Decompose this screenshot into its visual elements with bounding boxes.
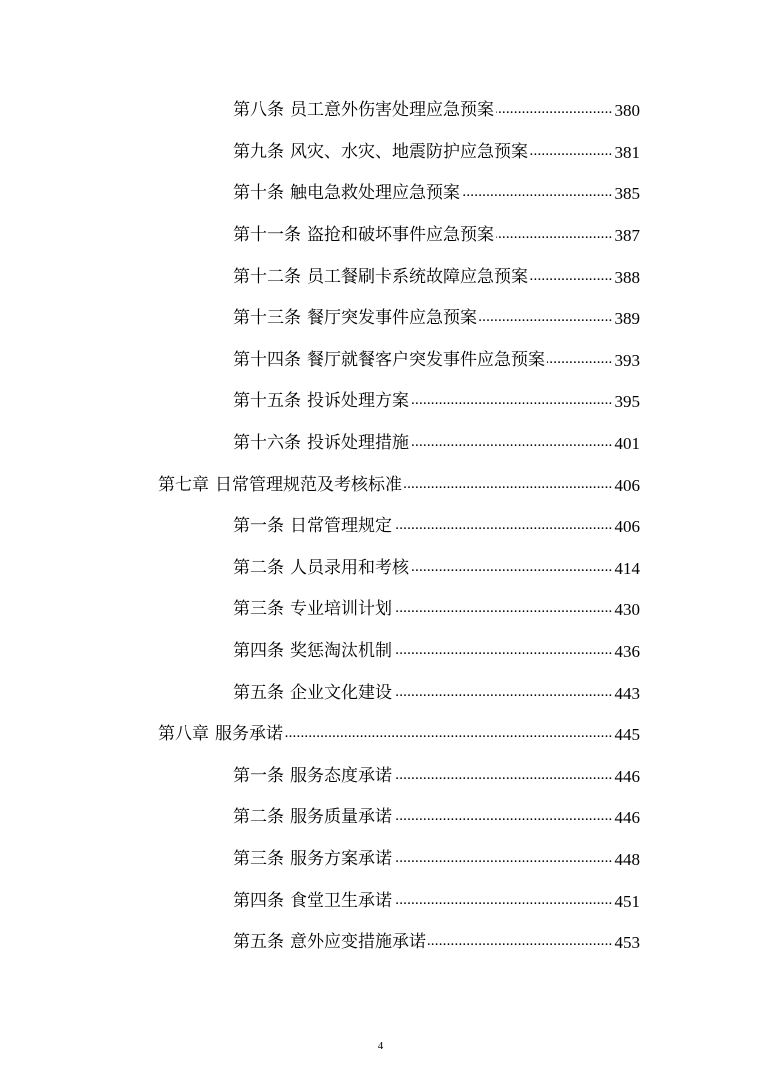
toc-entry-page: 445 xyxy=(614,725,640,745)
toc-entry-title: 餐厅突发事件应急预案 xyxy=(307,308,477,329)
toc-entry-page: 448 xyxy=(614,849,640,869)
toc-entry-title: 餐厅就餐客户突发事件应急预案 xyxy=(307,349,545,370)
toc-entry-number: 第五条 xyxy=(233,932,284,953)
toc-dot-leader xyxy=(394,685,613,702)
toc-dot-leader xyxy=(394,518,613,535)
toc-entry-title: 食堂卫生承诺 xyxy=(290,890,392,911)
toc-dot-leader xyxy=(530,269,613,286)
toc-entry-page: 436 xyxy=(614,642,640,662)
toc-entry-title: 奖惩淘汰机制 xyxy=(290,641,392,662)
toc-dot-leader xyxy=(428,934,613,951)
toc-chapter-entry[interactable] xyxy=(0,464,640,506)
toc-entry-page: 446 xyxy=(614,808,640,828)
toc-entry-number: 第十三条 xyxy=(233,308,301,329)
toc-dot-leader xyxy=(394,851,613,868)
toc-entry[interactable] xyxy=(0,340,640,382)
toc-entry-title: 投诉处理措施 xyxy=(307,433,409,454)
toc-chapter-entry[interactable] xyxy=(0,714,640,756)
toc-entry-number: 第十一条 xyxy=(233,225,301,246)
toc-entry-title: 服务方案承诺 xyxy=(290,848,392,869)
toc-dot-leader xyxy=(479,310,613,327)
toc-entry[interactable] xyxy=(0,298,640,340)
toc-entry-page: 443 xyxy=(614,683,640,703)
toc-dot-leader xyxy=(530,144,613,161)
toc-entry-number: 第二条 xyxy=(233,807,284,828)
toc-dot-leader xyxy=(411,435,613,452)
toc-entry[interactable] xyxy=(0,589,640,631)
toc-entry-title: 意外应变措施承诺 xyxy=(290,932,426,953)
toc-entry-page: 446 xyxy=(614,766,640,786)
toc-dot-leader xyxy=(394,809,613,826)
toc-entry[interactable] xyxy=(0,256,640,298)
toc-entry-page: 430 xyxy=(614,600,640,620)
toc-entry-page: 380 xyxy=(614,101,640,121)
toc-entry-page: 388 xyxy=(614,267,640,287)
toc-entry-page: 453 xyxy=(614,933,640,953)
toc-entry-page: 451 xyxy=(614,891,640,911)
toc-entry-page: 387 xyxy=(614,226,640,246)
toc-entry-number: 第五条 xyxy=(233,682,284,703)
toc-chapter-title: 服务承诺 xyxy=(215,724,283,745)
toc-dot-leader xyxy=(411,560,613,577)
toc-dot-leader xyxy=(547,352,613,369)
page-number: 4 xyxy=(377,1040,384,1052)
toc-entry[interactable] xyxy=(0,381,640,423)
toc-entry-title: 员工餐刷卡系统故障应急预案 xyxy=(307,266,528,287)
toc-dot-leader xyxy=(394,893,613,910)
toc-entry[interactable] xyxy=(0,548,640,590)
toc-entry[interactable] xyxy=(0,797,640,839)
toc-entry-page: 414 xyxy=(614,558,640,578)
toc-entry-title: 专业培训计划 xyxy=(290,599,392,620)
toc-dot-leader xyxy=(394,768,613,785)
toc-entry-number: 第四条 xyxy=(233,890,284,911)
toc-entry-number: 第一条 xyxy=(233,765,284,786)
toc-dot-leader xyxy=(411,393,613,410)
toc-entry-number: 第四条 xyxy=(233,641,284,662)
toc-entry[interactable] xyxy=(0,90,640,132)
toc-entry-title: 服务态度承诺 xyxy=(290,765,392,786)
toc-chapter-title: 日常管理规范及考核标准 xyxy=(215,474,402,495)
toc-entry-title: 日常管理规定 xyxy=(290,516,392,537)
toc-entry-page: 385 xyxy=(614,184,640,204)
toc-entry[interactable] xyxy=(0,506,640,548)
toc-entry-number: 第十四条 xyxy=(233,349,301,370)
toc-entry-title: 员工意外伤害处理应急预案 xyxy=(290,100,494,121)
toc-entry-number: 第九条 xyxy=(233,141,284,162)
toc-entry-number: 第三条 xyxy=(233,599,284,620)
toc-entry-number: 第八条 xyxy=(233,100,284,121)
toc-entry-title: 风灾、水灾、地震防护应急预案 xyxy=(290,141,528,162)
toc-entry-page: 389 xyxy=(614,309,640,329)
toc-entry[interactable] xyxy=(0,132,640,174)
toc-entry-page: 393 xyxy=(614,350,640,370)
toc-entry-title: 服务质量承诺 xyxy=(290,807,392,828)
toc-entry-number: 第一条 xyxy=(233,516,284,537)
toc-entry-page: 401 xyxy=(614,434,640,454)
toc-dot-leader xyxy=(462,185,613,202)
toc-entry-number: 第十条 xyxy=(233,183,284,204)
toc-entry[interactable] xyxy=(0,672,640,714)
toc-entry-title: 盗抢和破坏事件应急预案 xyxy=(307,225,494,246)
toc-dot-leader xyxy=(394,643,613,660)
toc-chapter-number: 第七章 xyxy=(158,474,209,495)
toc-entry[interactable] xyxy=(0,756,640,798)
table-of-contents xyxy=(0,90,761,963)
toc-entry[interactable] xyxy=(0,922,640,964)
toc-chapter-number: 第八章 xyxy=(158,724,209,745)
toc-entry-page: 381 xyxy=(614,142,640,162)
toc-entry-title: 人员录用和考核 xyxy=(290,557,409,578)
toc-entry-number: 第三条 xyxy=(233,848,284,869)
toc-entry-title: 企业文化建设 xyxy=(290,682,392,703)
toc-dot-leader xyxy=(394,601,613,618)
toc-entry[interactable] xyxy=(0,880,640,922)
toc-entry[interactable] xyxy=(0,631,640,673)
toc-entry-page: 406 xyxy=(614,475,640,495)
toc-entry-page: 406 xyxy=(614,517,640,537)
toc-entry-number: 第十五条 xyxy=(233,391,301,412)
toc-entry-number: 第十二条 xyxy=(233,266,301,287)
toc-dot-leader xyxy=(496,227,613,244)
toc-entry[interactable] xyxy=(0,215,640,257)
toc-entry[interactable] xyxy=(0,839,640,881)
toc-entry-number: 第十六条 xyxy=(233,433,301,454)
toc-entry-title: 触电急救处理应急预案 xyxy=(290,183,460,204)
toc-dot-leader xyxy=(285,726,613,743)
toc-entry-page: 395 xyxy=(614,392,640,412)
toc-dot-leader xyxy=(404,477,613,494)
toc-entry[interactable] xyxy=(0,423,640,465)
toc-dot-leader xyxy=(496,102,613,119)
toc-entry-number: 第二条 xyxy=(233,557,284,578)
toc-entry[interactable] xyxy=(0,173,640,215)
toc-entry-title: 投诉处理方案 xyxy=(307,391,409,412)
